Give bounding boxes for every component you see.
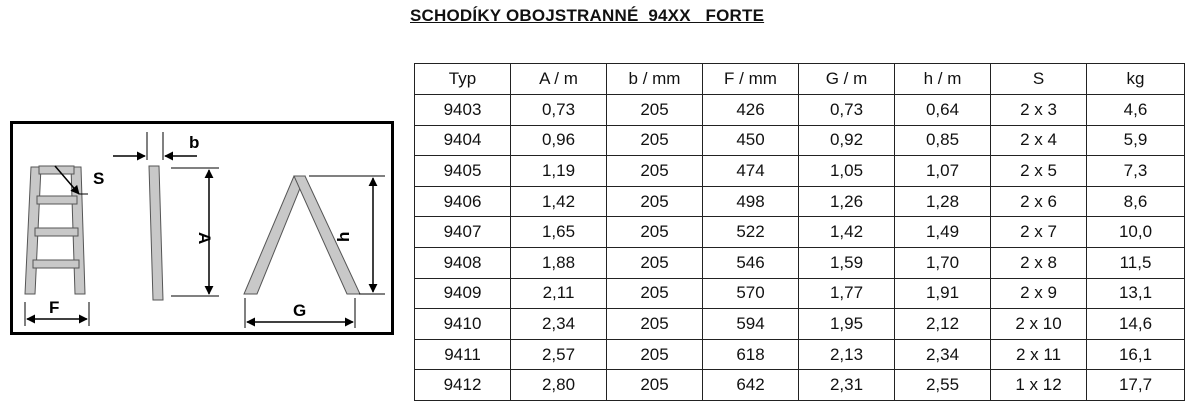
header-typ: Typ bbox=[415, 64, 511, 95]
header-h: h / m bbox=[895, 64, 991, 95]
table-cell: 205 bbox=[607, 370, 703, 401]
table-cell: 1,07 bbox=[895, 156, 991, 187]
table-cell: 2 x 11 bbox=[991, 339, 1087, 370]
table-cell: 2 x 10 bbox=[991, 309, 1087, 340]
table-row bbox=[415, 95, 1185, 126]
document-title: SCHODÍKY OBOJSTRANNÉ 94XX FORTE bbox=[410, 6, 765, 25]
table-cell: 1 x 12 bbox=[991, 370, 1087, 401]
table-cell: 17,7 bbox=[1087, 370, 1185, 401]
table-cell: 2,11 bbox=[511, 278, 607, 309]
table-cell: 1,65 bbox=[511, 217, 607, 248]
table-cell: 11,5 bbox=[1087, 247, 1185, 278]
table-cell: 205 bbox=[607, 309, 703, 340]
table-cell: 570 bbox=[703, 278, 799, 309]
table-cell: 1,19 bbox=[511, 156, 607, 187]
table-cell: 13,1 bbox=[1087, 278, 1185, 309]
table-cell: 618 bbox=[703, 339, 799, 370]
table-row bbox=[415, 156, 1185, 187]
header-s: S bbox=[991, 64, 1087, 95]
label-a: A bbox=[195, 232, 214, 245]
table-cell: 1,95 bbox=[799, 309, 895, 340]
table-cell: 5,9 bbox=[1087, 125, 1185, 156]
table-cell: 2,13 bbox=[799, 339, 895, 370]
table-cell: 205 bbox=[607, 156, 703, 187]
header-b: b / mm bbox=[607, 64, 703, 95]
table-cell: 2,55 bbox=[895, 370, 991, 401]
aframe-view bbox=[244, 176, 385, 328]
table-cell: 0,96 bbox=[511, 125, 607, 156]
table-cell: 2 x 5 bbox=[991, 156, 1087, 187]
table-cell: 205 bbox=[607, 217, 703, 248]
rail-profile-view bbox=[113, 132, 219, 300]
table-cell: 1,05 bbox=[799, 156, 895, 187]
table-cell: 205 bbox=[607, 247, 703, 278]
table-cell: 2 x 7 bbox=[991, 217, 1087, 248]
header-a: A / m bbox=[511, 64, 607, 95]
table-cell: 9404 bbox=[415, 125, 511, 156]
table-cell: 474 bbox=[703, 156, 799, 187]
label-f: F bbox=[49, 298, 60, 317]
header-g: G / m bbox=[799, 64, 895, 95]
table-cell: 9409 bbox=[415, 278, 511, 309]
table-cell: 450 bbox=[703, 125, 799, 156]
table-row bbox=[415, 186, 1185, 217]
table-row bbox=[415, 370, 1185, 401]
header-f: F / mm bbox=[703, 64, 799, 95]
label-h: h bbox=[334, 231, 353, 242]
table-row bbox=[415, 339, 1185, 370]
table-row bbox=[415, 309, 1185, 340]
label-s: S bbox=[93, 169, 105, 188]
table-cell: 7,3 bbox=[1087, 156, 1185, 187]
table-cell: 1,59 bbox=[799, 247, 895, 278]
table-cell: 0,73 bbox=[511, 95, 607, 126]
header-kg: kg bbox=[1087, 64, 1185, 95]
table-cell: 426 bbox=[703, 95, 799, 126]
table-cell: 0,85 bbox=[895, 125, 991, 156]
table-cell: 1,77 bbox=[799, 278, 895, 309]
table-cell: 2 x 6 bbox=[991, 186, 1087, 217]
ladder-diagram bbox=[10, 121, 394, 335]
table-row bbox=[415, 217, 1185, 248]
table-cell: 2,34 bbox=[511, 309, 607, 340]
table-cell: 205 bbox=[607, 95, 703, 126]
table-cell: 0,64 bbox=[895, 95, 991, 126]
table-cell: 205 bbox=[607, 339, 703, 370]
table-cell: 2 x 8 bbox=[991, 247, 1087, 278]
label-b: b bbox=[189, 133, 200, 152]
table-cell: 9408 bbox=[415, 247, 511, 278]
table-cell: 9406 bbox=[415, 186, 511, 217]
table-cell: 0,92 bbox=[799, 125, 895, 156]
table-cell: 4,6 bbox=[1087, 95, 1185, 126]
ladder-dimension-drawing bbox=[13, 124, 391, 332]
table-cell: 498 bbox=[703, 186, 799, 217]
table-cell: 205 bbox=[607, 125, 703, 156]
table-row bbox=[415, 125, 1185, 156]
table-body bbox=[415, 95, 1185, 401]
table-cell: 2,12 bbox=[895, 309, 991, 340]
table-cell: 642 bbox=[703, 370, 799, 401]
table-cell: 2,80 bbox=[511, 370, 607, 401]
table-cell: 1,70 bbox=[895, 247, 991, 278]
table-row bbox=[415, 278, 1185, 309]
table-cell: 1,42 bbox=[511, 186, 607, 217]
table-cell: 2,31 bbox=[799, 370, 895, 401]
spec-table bbox=[414, 63, 1185, 401]
table-cell: 2 x 4 bbox=[991, 125, 1087, 156]
table-cell: 9405 bbox=[415, 156, 511, 187]
table-cell: 1,91 bbox=[895, 278, 991, 309]
table-row bbox=[415, 247, 1185, 278]
table-cell: 8,6 bbox=[1087, 186, 1185, 217]
table-cell: 1,42 bbox=[799, 217, 895, 248]
table-cell: 16,1 bbox=[1087, 339, 1185, 370]
table-cell: 9403 bbox=[415, 95, 511, 126]
table-cell: 522 bbox=[703, 217, 799, 248]
table-cell: 9410 bbox=[415, 309, 511, 340]
table-cell: 205 bbox=[607, 278, 703, 309]
table-header-row bbox=[415, 64, 1185, 95]
table-cell: 2 x 3 bbox=[991, 95, 1087, 126]
table-cell: 14,6 bbox=[1087, 309, 1185, 340]
table-cell: 1,88 bbox=[511, 247, 607, 278]
table-cell: 205 bbox=[607, 186, 703, 217]
table-cell: 9412 bbox=[415, 370, 511, 401]
table-cell: 0,73 bbox=[799, 95, 895, 126]
table-cell: 2 x 9 bbox=[991, 278, 1087, 309]
table-cell: 2,34 bbox=[895, 339, 991, 370]
table-cell: 9407 bbox=[415, 217, 511, 248]
table-cell: 1,26 bbox=[799, 186, 895, 217]
table-cell: 9411 bbox=[415, 339, 511, 370]
table-cell: 546 bbox=[703, 247, 799, 278]
table-cell: 1,28 bbox=[895, 186, 991, 217]
table-cell: 10,0 bbox=[1087, 217, 1185, 248]
ladder-side-view bbox=[25, 166, 104, 326]
table-cell: 594 bbox=[703, 309, 799, 340]
table-cell: 1,49 bbox=[895, 217, 991, 248]
table-cell: 2,57 bbox=[511, 339, 607, 370]
label-g: G bbox=[293, 301, 307, 320]
